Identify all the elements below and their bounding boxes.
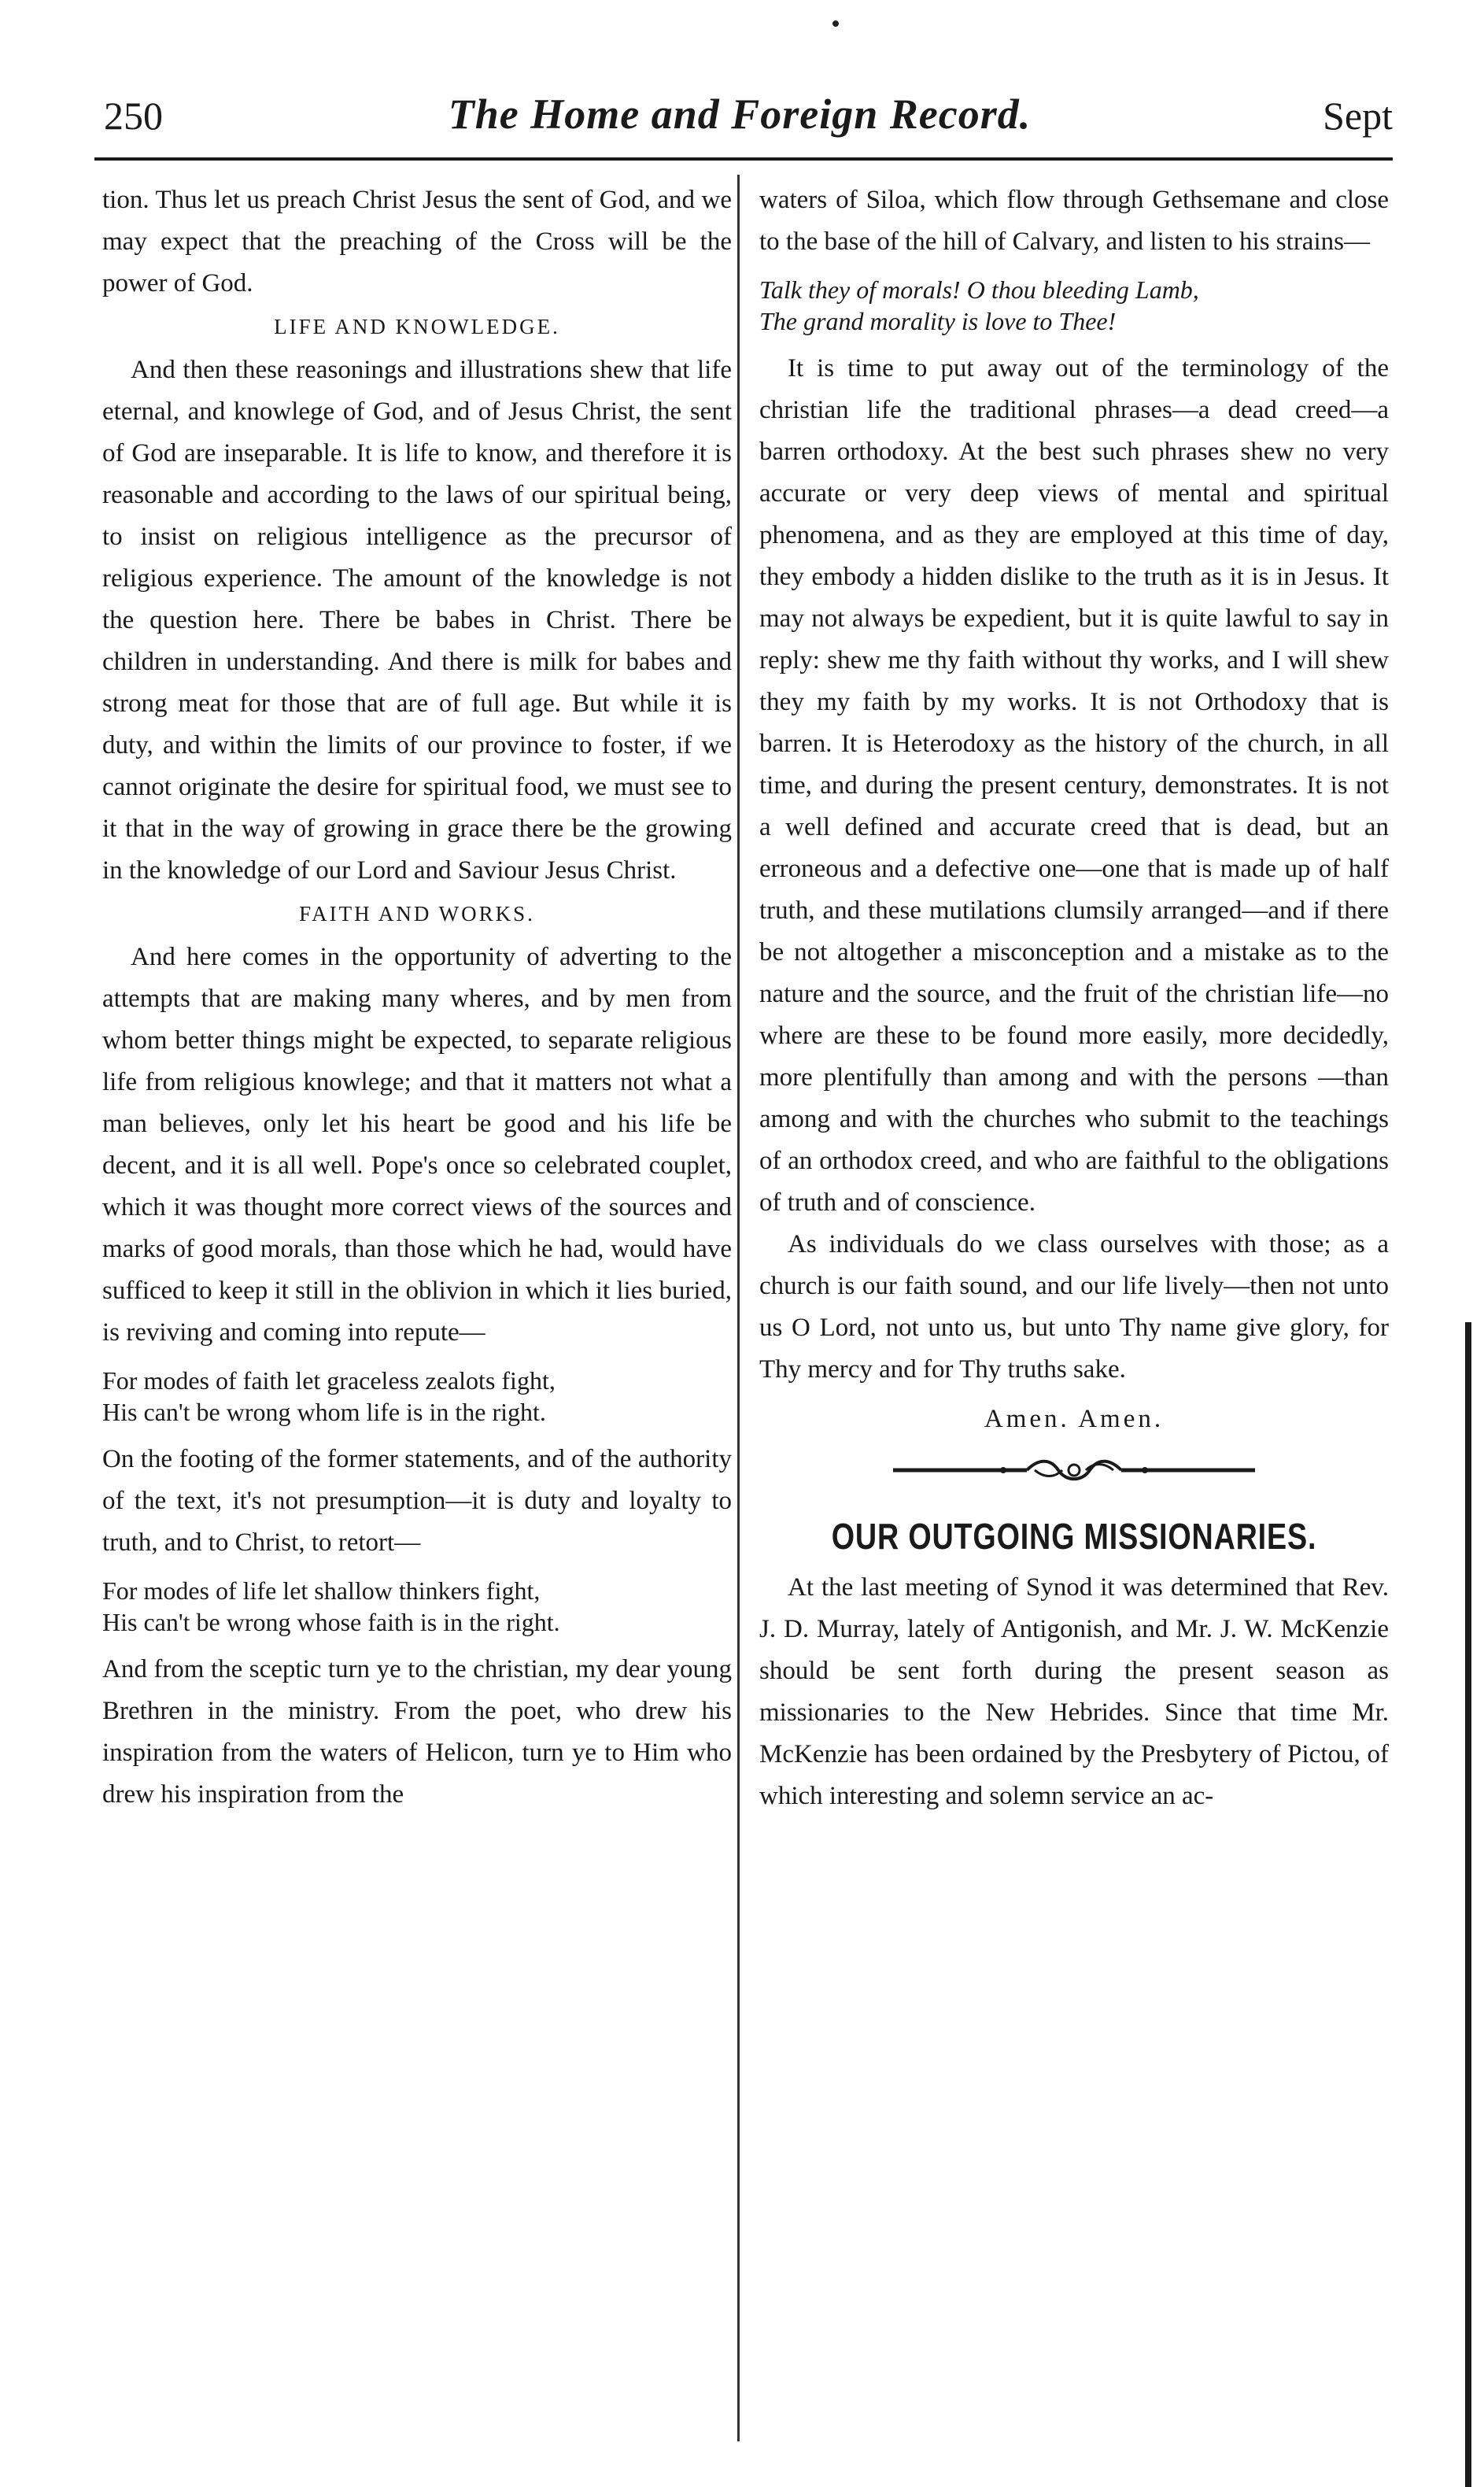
ink-speck: [832, 20, 839, 27]
verse-line: Talk they of morals! O thou bleeding Lamb,: [759, 275, 1199, 304]
header-rule: [94, 157, 1393, 161]
amen-line: Amen. Amen.: [984, 1405, 1165, 1433]
right-paragraph-2: It is time to put away out of the terminology of the christian life the traditional phrases—a dead creed—a barren orthodoxy. At the best such phrases shew no very accurate or very deep views of mental and spiritual phenomena, and as they are employed at this time of day, they embody a hidden dislike to the truth as it is in Jesus. It may not always be expedient, but it is quite lawful to say in reply: shew me thy faith without thy works, and I will shew they my faith by my works. It is not Orthodoxy that is barren. It is Heterodoxy as the history of the church, in all time, and during the present century, demonstrates. It is not a well defined and accurate creed that is dead, but an erroneous and a defective one—one that is made up of half truth, and these mutilations clumsily arranged—and if there be not altogether a misconception and a mistake as to the nature and the source, and the fruit of the christian life—no where are these to be found more easily, more decidedly, more plentifully than among and with the persons —than among and with the churches who submit to the teachings of an orthodox creed, and who are faithful to the obligations of truth and of conscience.: [759, 354, 1389, 1217]
left-paragraph-1: tion. Thus let us preach Christ Jesus the sent of God, and we may expect that the preaching of the Cross will be the power of God.: [102, 186, 732, 297]
page-number: 250: [104, 94, 163, 138]
column-divider: [737, 175, 740, 2441]
ornament-divider-icon: [893, 1454, 1255, 1486]
ornamental-rule: [759, 1454, 1389, 1502]
heading-faith-and-works: FAITH AND WORKS.: [299, 902, 535, 926]
verse-line: His can't be wrong whom life is in the right.: [102, 1398, 546, 1426]
running-header: [87, 93, 1393, 156]
heading-life-and-knowledge: LIFE AND KNOWLEDGE.: [274, 315, 560, 338]
left-paragraph-3: And here comes in the opportunity of adverting to the attempts that are making many wheres, and by men from whom better things might be expected, to separate religious life from religious knowlege; and that it matters not what a man believes, only let his heart be good and his life be decent, and it is all well. Pope's once so celebrated couplet, which it was thought more correct views of the sources and marks of good morals, than those which he had, would have sufficed to keep it still in the oblivion in which it lies buried, is reviving and coming into repute—: [102, 943, 732, 1347]
journal-title: The Home and Foreign Record.: [448, 91, 1032, 138]
pope-couplet: [102, 1365, 732, 1428]
page-edge-shadow: [1465, 1322, 1471, 2487]
verse-line: The grand morality is love to Thee!: [759, 307, 1117, 335]
left-paragraph-4: On the footing of the former statements, and of the authority of the text, it's not presumption—it is duty and loyalty to truth, and to Christ, to retort—: [102, 1445, 732, 1557]
verse-line: For modes of faith let graceless zealots fight,: [102, 1366, 556, 1395]
left-column: [102, 179, 732, 1816]
section-title-missionaries: OUR OUTGOING MISSIONARIES.: [831, 1516, 1317, 1557]
retort-couplet: [102, 1575, 732, 1638]
left-paragraph-2: And then these reasonings and illustrations shew that life eternal, and knowlege of God, and of Jesus Christ, the sent of God are inseparable. It is life to know, and therefore it is reasonable and according to the laws of our spiritual being, to insist on religious intelligence as the precursor of religious experience. The amount of the knowledge is not the question here. There be babes in Christ. There be children in understanding. And there is milk for babes and strong meat for those that are of full age. But while it is duty, and within the limits of our province to foster, if we cannot originate the desire for spiritual food, we must see to it that in the way of growing in grace there be the growing in the knowledge of our Lord and Saviour Jesus Christ.: [102, 356, 732, 885]
verse-line: For modes of life let shallow thinkers fight,: [102, 1576, 541, 1605]
right-paragraph-3: As individuals do we class ourselves with those; as a church is our faith sound, and our life lively—then not unto us O Lord, not unto us, but unto Thy name give glory, for Thy mercy and for Thy truths sake.: [759, 1230, 1389, 1384]
right-column: [759, 179, 1389, 1817]
right-paragraph-1: waters of Siloa, which flow through Gethsemane and close to the base of the hill of Calvary, and listen to his strains—: [759, 186, 1389, 256]
hymn-couplet: [759, 274, 1389, 337]
verse-line: His can't be wrong whose faith is in the right.: [102, 1608, 560, 1636]
right-paragraph-4: At the last meeting of Synod it was determined that Rev. J. D. Murray, lately of Antigonish, and Mr. J. W. McKenzie should be sent forth during the present season as missionaries to the New Hebrides. Since that time Mr. McKenzie has been ordained by the Presbytery of Pictou, of which interesting and solemn service an ac-: [759, 1573, 1389, 1810]
left-paragraph-5: And from the sceptic turn ye to the christian, my dear young Brethren in the ministry. From the poet, who drew his inspiration from the waters of Helicon, turn ye to Him who drew his inspiration from the: [102, 1655, 732, 1809]
issue-month: Sept: [1323, 94, 1393, 138]
